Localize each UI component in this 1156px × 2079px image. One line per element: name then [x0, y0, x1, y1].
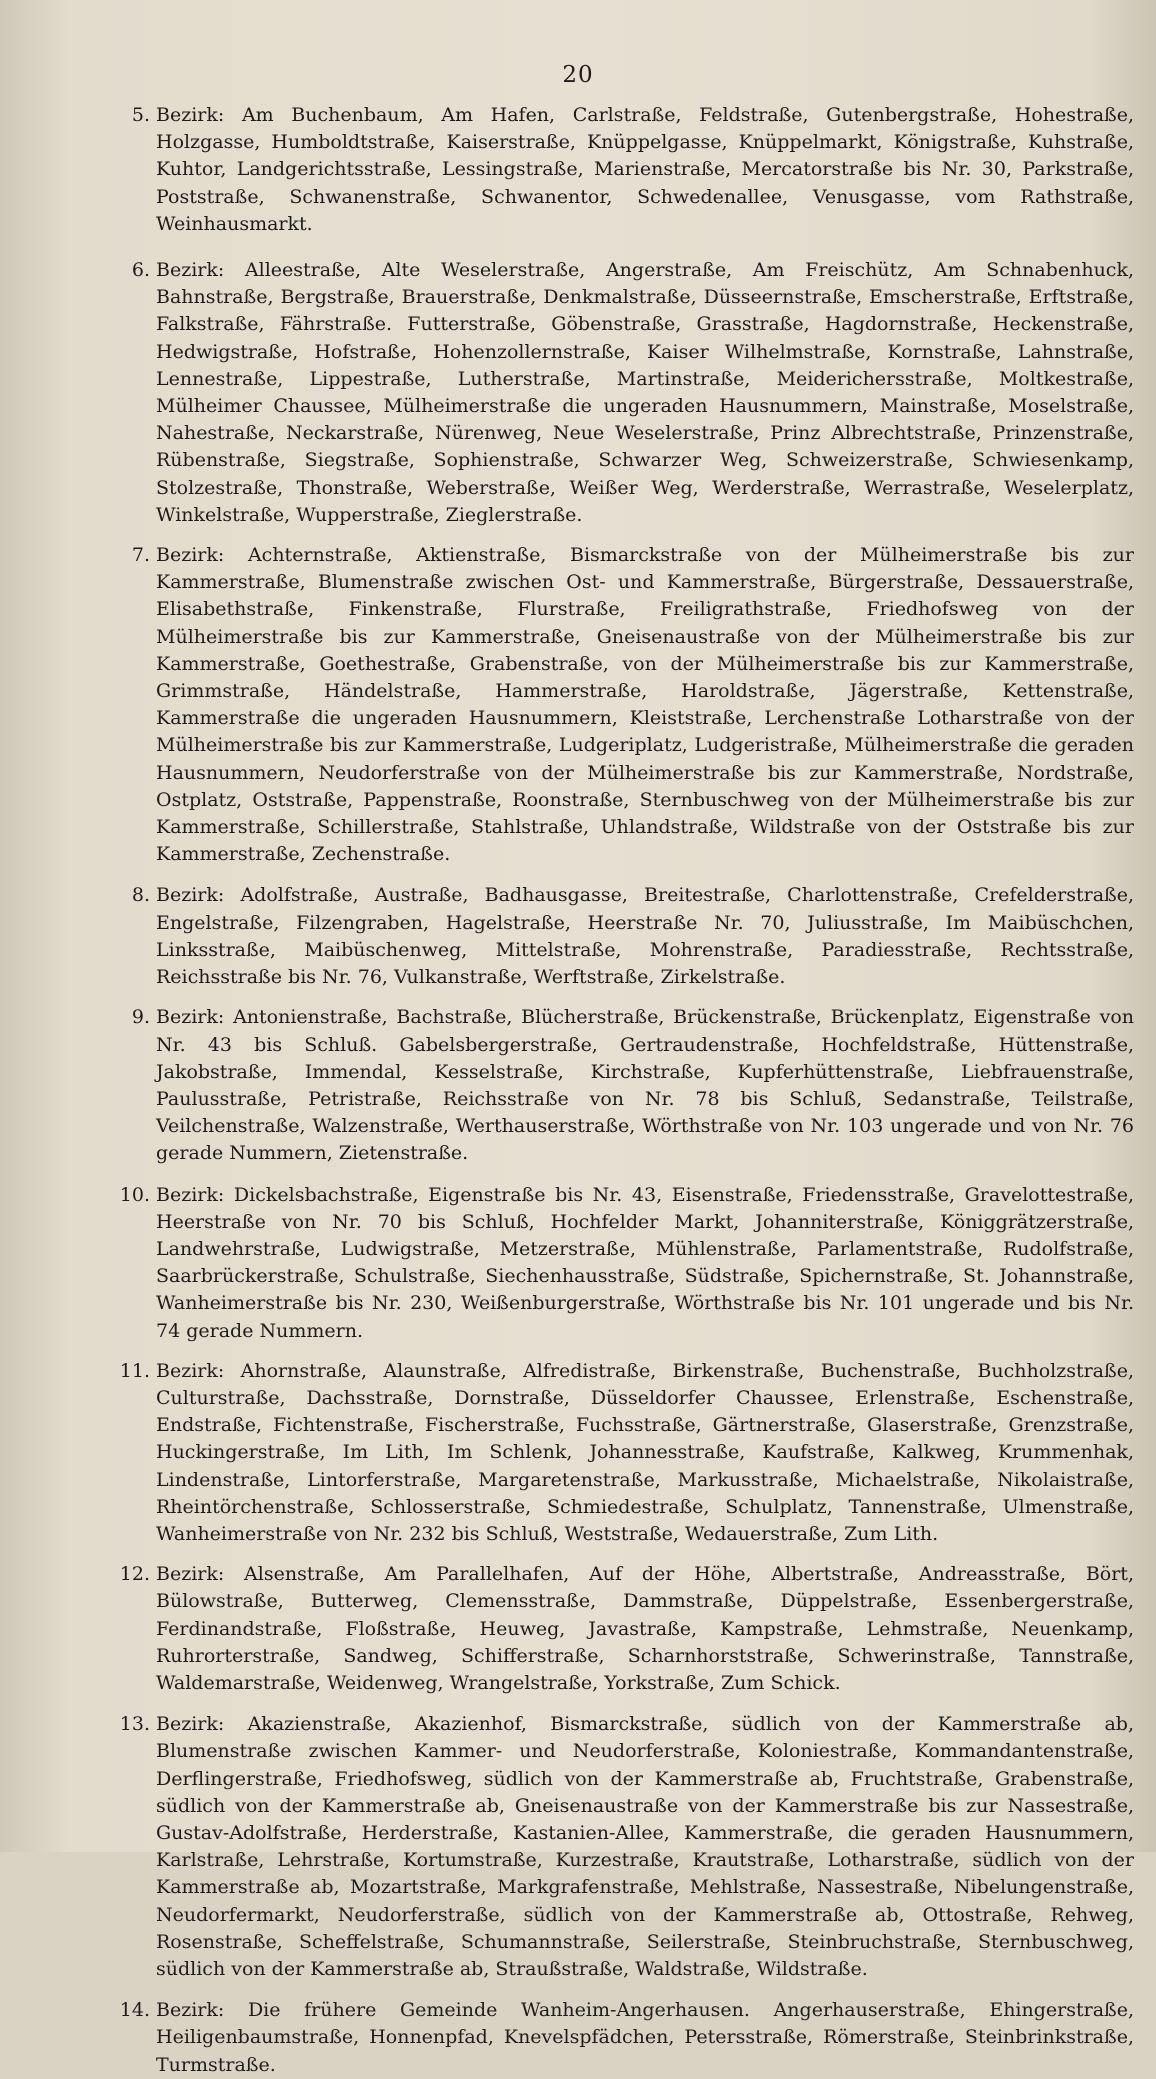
district-entry-10	[104, 1182, 1134, 1345]
district-content	[156, 1358, 1134, 1548]
street-list: Am Buchenbaum, Am Hafen, Carlstraße, Feldstraße, Gutenbergstraße, Hohestraße, Holzgasse, Humboldtstraße, Kaiserstraße, Knüppelgasse, Knüppelmarkt, Königstraße, Kuhstraße, Kuhtor, Landgerichtsstraße, Lessingstraße, Marienstraße, Mercatorstraße bis Nr. 30, Parkstraße, Poststraße, Schwanenstraße, Schwanentor, Schwedenallee, Venusgasse, vom Rathstraße, Weinhausmarkt.	[156, 104, 1135, 235]
district-number: 9.	[131, 1006, 150, 1029]
street-list: Achternstraße, Aktienstraße, Bismarckstraße von der Mülheimerstraße bis zur Kammerstraße, Blumenstraße zwischen Ost- und Kammerstraße, Bürgerstraße, Dessauerstraße, Elisabethstraße, Finkenstraße, Flurstraße, Freiligrathstraße, Friedhofsweg von der Mülheimerstraße bis zur Kammerstraße, Gneisenaustraße von der Mülheimerstraße bis zur Kammerstraße, Goethestraße, Grabenstraße, von der Mülheimerstraße bis zur Kammerstraße, Grimmstraße, Händelstraße, Hammerstraße, Haroldstraße, Jägerstraße, Kettenstraße, Kammerstraße die ungeraden Hausnummern, Kleiststraße, Lerchenstraße Lotharstraße von der Mülheimerstraße bis zur Kammerstraße, Ludgeriplatz, Ludgeristraße, Mülheimerstraße die geraden Hausnummern, Neudorferstraße von der Mülheimerstraße bis zur Kammerstraße, Nordstraße, Ostplatz, Oststraße, Pappenstraße, Roonstraße, Sternbuschweg von der Mülheimerstraße bis zur Kammerstraße, Schillerstraße, Stahlstraße, Uhlandstraße, Wildstraße von der Oststraße bis zur Kammerstraße, Zechenstraße.	[156, 544, 1134, 866]
district-label: Bezirk:	[156, 884, 225, 907]
district-entry-7	[104, 542, 1134, 868]
street-list: Die frühere Gemeinde Wanheim-Angerhausen. Angerhauserstraße, Ehingerstraße, Heiligenbaumstraße, Honnenpfad, Knevelspfädchen, Petersstraße, Römerstraße, Steinbrinkstraße, Turmstraße.	[156, 1999, 1135, 2076]
district-list	[104, 102, 1134, 2079]
district-entry-8	[104, 882, 1134, 991]
district-label: Bezirk:	[156, 1359, 225, 1382]
district-number: 11.	[119, 1359, 150, 1382]
district-entry-5	[104, 102, 1134, 238]
district-entry-11	[104, 1358, 1134, 1548]
district-content	[156, 1561, 1134, 1697]
district-entry-13	[104, 1711, 1134, 1983]
district-entry-12	[104, 1561, 1134, 1697]
district-number: 7.	[131, 544, 150, 567]
district-content	[156, 257, 1134, 529]
district-number: 6.	[131, 259, 150, 282]
street-list: Alsenstraße, Am Parallelhafen, Auf der Höhe, Albertstraße, Andreasstraße, Bört, Bülowstraße, Butterweg, Clemensstraße, Dammstraße, Düppelstraße, Essenbergerstraße, Ferdinandstraße, Floßstraße, Heuweg, Javastraße, Kampstraße, Lehmstraße, Neuenkamp, Ruhrorterstraße, Sandweg, Schifferstraße, Scharnhorststraße, Schwerinstraße, Tannstraße, Waldemarstraße, Weidenweg, Wrangelstraße, Yorkstraße, Zum Schick.	[156, 1563, 1134, 1694]
district-content	[156, 1004, 1134, 1167]
district-number: 5.	[131, 104, 150, 126]
district-content	[156, 102, 1134, 238]
street-list: Adolfstraße, Austraße, Badhausgasse, Breitestraße, Charlottenstraße, Crefelderstraße, Engelstraße, Filzengraben, Hagelstraße, Heerstraße Nr. 70, Juliusstraße, Im Maibüschchen, Linksstraße, Maibüschenweg, Mittelstraße, Mohrenstraße, Paradiesstraße, Rechtsstraße, Reichsstraße bis Nr. 76, Vulkanstraße, Werftstraße, Zirkelstraße.	[156, 884, 1135, 989]
district-label: Bezirk:	[156, 1563, 225, 1586]
district-content	[156, 1711, 1134, 1983]
street-list: Ahornstraße, Alaunstraße, Alfredistraße, Birkenstraße, Buchenstraße, Buchholzstraße, Culturstraße, Dachsstraße, Dornstraße, Düsseldorfer Chaussee, Erlenstraße, Eschenstraße, Endstraße, Fichtenstraße, Fischerstraße, Fuchsstraße, Gärtnerstraße, Glaserstraße, Grenzstraße, Huckingerstraße, Im Lith, Im Schlenk, Johannesstraße, Kaufstraße, Kalkweg, Krummenhak, Lindenstraße, Lintorferstraße, Margaretenstraße, Markusstraße, Michaelstraße, Nikolaistraße, Rheintörchenstraße, Schlosserstraße, Schmiedestraße, Schulplatz, Tannenstraße, Ulmenstraße, Wanheimerstraße von Nr. 232 bis Schluß, Weststraße, Wedauerstraße, Zum Lith.	[156, 1359, 1134, 1545]
district-entry-9	[104, 1004, 1134, 1167]
street-list: Alleestraße, Alte Weselerstraße, Angerstraße, Am Freischütz, Am Schnabenhuck, Bahnstraße, Bergstraße, Brauerstraße, Denkmalstraße, Düsseernstraße, Emscherstraße, Erftstraße, Falkstraße, Fährstraße. Futterstraße, Göbenstraße, Grasstraße, Hagdornstraße, Heckenstraße, Hedwigstraße, Hofstraße, Hohenzollernstraße, Kaiser Wilhelmstraße, Kornstraße, Lahnstraße, Lennestraße, Lippestraße, Lutherstraße, Martinstraße, Meiderichersstraße, Moltkestraße, Mülheimer Chaussee, Mülheimerstraße die ungeraden Hausnummern, Mainstraße, Moselstraße, Nahestraße, Neckarstraße, Nürenweg, Neue Weselerstraße, Prinz Albrechtstraße, Prinzenstraße, Rübenstraße, Siegstraße, Sophienstraße, Schwarzer Weg, Schweizerstraße, Schwiesenkamp, Stolzestraße, Thonstraße, Weberstraße, Weißer Weg, Werderstraße, Werrastraße, Weselerplatz, Winkelstraße, Wupperstraße, Zieglerstraße.	[156, 259, 1134, 526]
street-list: Akazienstraße, Akazienhof, Bismarckstraße, südlich von der Kammerstraße ab, Blumenstraße zwischen Kammer- und Neudorferstraße, Koloniestraße, Kommandantenstraße, Derflingerstraße, Friedhofsweg, südlich von der Kammerstraße ab, Fruchtstraße, Grabenstraße, südlich von der Kammerstraße ab, Gneisenaustraße von der Kammerstraße bis zur Nassestraße, Gustav-Adolfstraße, Herderstraße, Kastanien-Allee, Kammerstraße, die geraden Hausnummern, Karlstraße, Lehrstraße, Kortumstraße, Kurzestraße, Krautstraße, Lotharstraße, südlich von der Kammerstraße ab, Mozartstraße, Markgrafenstraße, Mehlstraße, Nassestraße, Nibelungenstraße, Neudorfermarkt, Neudorferstraße, südlich von der Kammerstraße ab, Ottostraße, Rehweg, Rosenstraße, Scheffelstraße, Schumannstraße, Seilerstraße, Steinbruchstraße, Sternbuschweg, südlich von der Kammerstraße ab, Straußstraße, Waldstraße, Wildstraße.	[156, 1713, 1134, 1980]
district-number: 12.	[119, 1563, 150, 1586]
district-number: 10.	[119, 1183, 150, 1206]
district-label: Bezirk:	[156, 104, 225, 126]
district-label: Bezirk:	[156, 1006, 225, 1029]
district-number: 8.	[131, 884, 150, 907]
page-number: 20	[562, 62, 594, 88]
district-content	[156, 882, 1134, 991]
district-number: 13.	[119, 1713, 150, 1736]
street-list: Antonienstraße, Bachstraße, Blücherstraße, Brückenstraße, Brückenplatz, Eigenstraße von Nr. 43 bis Schluß. Gabelsbergerstraße, Gertraudenstraße, Hochfeldstraße, Hüttenstraße, Jakobstraße, Immendal, Kesselstraße, Kirchstraße, Kupferhüttenstraße, Liebfrauenstraße, Paulusstraße, Petristraße, Reichsstraße von Nr. 78 bis Schluß, Sedanstraße, Teilstraße, Veilchenstraße, Walzenstraße, Werthauserstraße, Wörthstraße von Nr. 103 ungerade und von Nr. 76 gerade Nummern, Zietenstraße.	[156, 1006, 1134, 1165]
district-content	[156, 1182, 1134, 1345]
district-label: Bezirk:	[156, 259, 225, 282]
district-label: Bezirk:	[156, 544, 225, 567]
district-content	[156, 1997, 1134, 2079]
district-content	[156, 542, 1134, 868]
district-entry-14	[104, 1997, 1134, 2079]
district-label: Bezirk:	[156, 1999, 225, 2022]
district-label: Bezirk:	[156, 1713, 225, 1736]
district-number: 14.	[119, 1999, 150, 2022]
district-entry-6	[104, 257, 1134, 529]
street-list: Dickelsbachstraße, Eigenstraße bis Nr. 43, Eisenstraße, Friedensstraße, Gravelottestraße, Heerstraße von Nr. 70 bis Schluß, Hochfelder Markt, Johanniterstraße, Königgrätzerstraße, Landwehrstraße, Ludwigstraße, Metzerstraße, Mühlenstraße, Parlamentstraße, Rudolfstraße, Saarbrückerstraße, Schulstraße, Siechenhausstraße, Südstraße, Spichernstraße, St. Johannstraße, Wanheimerstraße bis Nr. 230, Weißenburgerstraße, Wörthstraße bis Nr. 101 ungerade und bis Nr. 74 gerade Nummern.	[156, 1183, 1134, 1342]
district-label: Bezirk:	[156, 1183, 225, 1206]
